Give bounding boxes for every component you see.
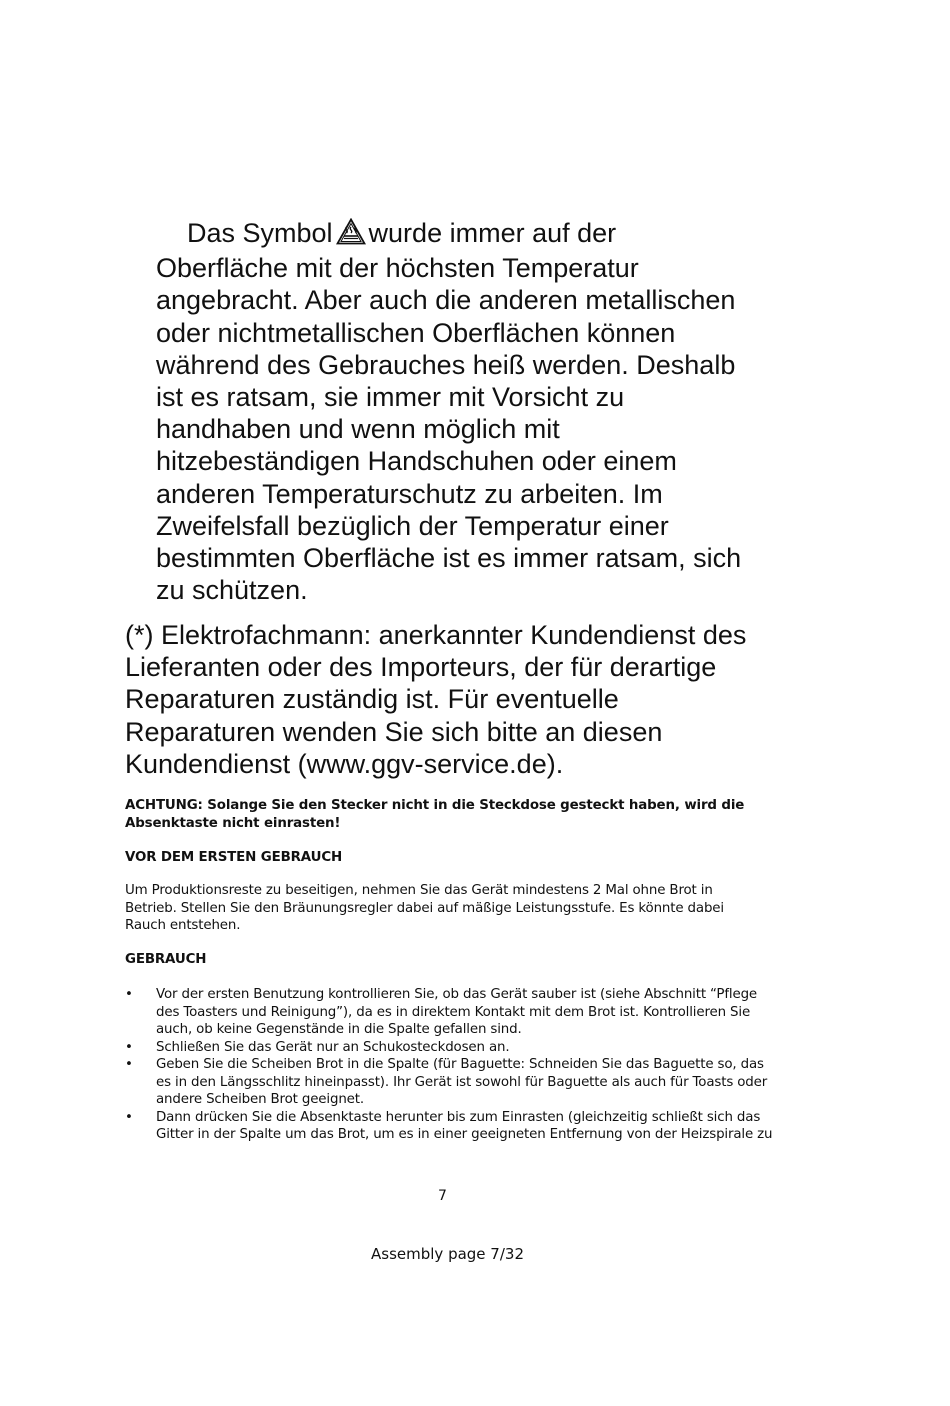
text-line: Rauch entstehen. xyxy=(125,918,241,933)
bullet-icon: • xyxy=(125,1039,133,1055)
text-line: Kundendienst (www.ggv-service.de). xyxy=(125,748,564,779)
bullet-icon: • xyxy=(125,1057,133,1072)
assembly-footer: Assembly page 7/32 xyxy=(371,1245,524,1263)
hot-surface-paragraph xyxy=(156,217,816,606)
first-use-paragraph xyxy=(125,882,815,935)
text-line: auch, ob keine Gegenstände in die Spalte gefallen sind. xyxy=(156,1022,522,1037)
hot-surface-warning-icon xyxy=(336,218,366,252)
text-line: ist es ratsam, sie immer mit Vorsicht zu xyxy=(156,382,625,413)
text-line: Vor der ersten Benutzung kontrollieren Sie, ob das Gerät sauber ist (siehe Abschnitt “Pflege xyxy=(156,987,758,1002)
text-line: andere Scheiben Brot geeignet. xyxy=(156,1092,364,1107)
text-line: angebracht. Aber auch die anderen metallischen xyxy=(156,285,736,316)
text-line: es in den Längsschlitz hineinpasst). Ihr Gerät ist sowohl für Baguette als auch für Toasts oder xyxy=(156,1074,768,1090)
text-line: Um Produktionsreste zu beseitigen, nehmen Sie das Gerät mindestens 2 Mal ohne Brot in xyxy=(125,883,713,898)
text-line: Betrieb. Stellen Sie den Bräunungsregler dabei auf mäßige Leistungsstufe. Es könnte dabei xyxy=(125,900,724,916)
list-item xyxy=(125,1056,815,1109)
usage-list xyxy=(125,986,815,1144)
text-line: Geben Sie die Scheiben Brot in die Spalte (für Baguette: Schneiden Sie das Baguette so, das xyxy=(156,1057,764,1072)
service-paragraph xyxy=(125,619,845,780)
text-line: Zweifelsfall bezüglich der Temperatur einer xyxy=(156,510,669,541)
paragraph-text: Das Symbol xyxy=(187,218,333,248)
text-line: Schließen Sie das Gerät nur an Schukosteckdosen an. xyxy=(156,1039,510,1055)
text-line: Oberfläche mit der höchsten Temperatur xyxy=(156,253,639,284)
list-item xyxy=(125,1109,815,1144)
section-heading-usage: GEBRAUCH xyxy=(125,952,207,967)
warning-note xyxy=(125,797,815,832)
text-line: Dann drücken Sie die Absenktaste herunter bis zum Einrasten (gleichzeitig schließt sich das xyxy=(156,1109,761,1125)
text-line: oder nichtmetallischen Oberflächen können xyxy=(156,317,676,348)
text-line: bestimmten Oberfläche ist es immer ratsam, sich xyxy=(156,543,742,574)
text-line: Gitter in der Spalte um das Brot, um es in einer geeigneten Entfernung von der Heizspirale zu xyxy=(156,1127,773,1142)
paragraph-text: wurde immer auf der xyxy=(368,218,617,248)
text-line: Absenktaste nicht einrasten! xyxy=(125,815,341,831)
text-line: anderen Temperaturschutz zu arbeiten. Im xyxy=(156,478,663,509)
text-line: während des Gebrauches heiß werden. Deshalb xyxy=(156,349,736,380)
text-line: Lieferanten oder des Importeurs, der für derartige xyxy=(125,652,717,683)
list-item xyxy=(125,986,815,1039)
text-line: Reparaturen wenden Sie sich bitte an diesen xyxy=(125,716,663,747)
text-line: Reparaturen zuständig ist. Für eventuelle xyxy=(125,684,619,715)
text-line: ACHTUNG: Solange Sie den Stecker nicht in die Steckdose gesteckt haben, wird die xyxy=(125,798,745,813)
text-line: zu schützen. xyxy=(156,575,308,606)
bullet-icon: • xyxy=(125,1109,133,1125)
section-heading-first-use: VOR DEM ERSTEN GEBRAUCH xyxy=(125,850,343,865)
text-line: des Toasters und Reinigung”), da es in direktem Kontakt mit dem Brot ist. Kontrollieren Sie xyxy=(156,1004,751,1020)
list-item xyxy=(125,1039,815,1057)
page-number: 7 xyxy=(438,1188,447,1204)
text-line: (*) Elektrofachmann: anerkannter Kundendienst des xyxy=(125,620,747,650)
bullet-icon: • xyxy=(125,987,133,1002)
text-line: hitzebeständigen Handschuhen oder einem xyxy=(156,446,677,477)
text-line: handhaben und wenn möglich mit xyxy=(156,414,560,445)
